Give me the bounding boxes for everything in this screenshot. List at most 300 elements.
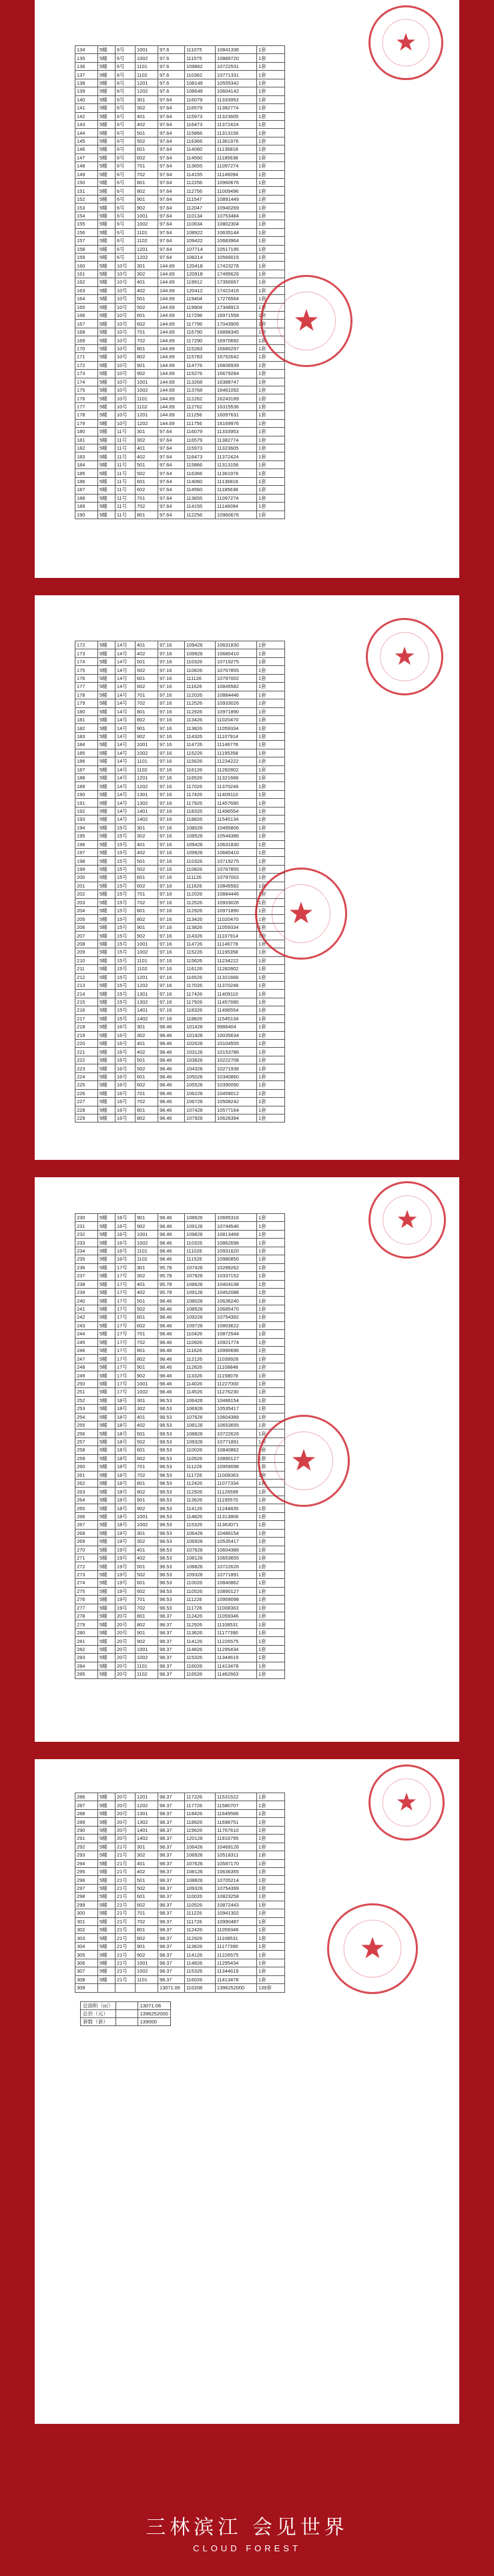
table-cell: 159 — [75, 253, 98, 261]
table-cell: 5幢 — [98, 948, 115, 956]
table-cell: 286 — [75, 1793, 98, 1801]
table-cell: 1套 — [257, 1488, 285, 1496]
summary-value: 1396252000 — [138, 2010, 170, 2018]
table-row — [75, 1628, 285, 1636]
table-cell: 801 — [136, 179, 158, 187]
table-cell: 117026 — [185, 981, 216, 989]
table-cell: 97.16 — [158, 865, 185, 873]
table-cell: 97.16 — [158, 932, 185, 940]
table-cell: 16752642 — [216, 353, 257, 361]
table-cell: 188 — [75, 494, 98, 502]
table-cell: 98.53 — [158, 1538, 185, 1546]
table-cell: 5幢 — [98, 1379, 115, 1387]
table-cell: 5幢 — [98, 1106, 115, 1114]
table-cell: 21号 — [115, 1909, 136, 1917]
table-cell: 901 — [136, 1628, 158, 1636]
price-list-page-1 — [35, 0, 459, 578]
table-cell: 901 — [136, 724, 158, 732]
table-cell: 144.69 — [158, 303, 185, 311]
table-cell: 9986404 — [216, 1023, 257, 1031]
table-cell: 5幢 — [98, 1637, 115, 1645]
table-cell: 5幢 — [98, 1429, 115, 1437]
table-cell: 117796 — [185, 320, 216, 328]
table-cell: 502 — [136, 1305, 158, 1313]
table-cell: 115973 — [185, 444, 216, 452]
table-cell: 108922 — [185, 228, 216, 236]
table-cell: 1套 — [257, 724, 285, 732]
table-cell: 15号 — [115, 948, 136, 956]
table-cell: 115226 — [185, 948, 216, 956]
table-cell: 116473 — [185, 120, 216, 128]
table-cell: 303 — [75, 1934, 98, 1942]
table-cell: 1001 — [136, 940, 158, 948]
table-row — [75, 1031, 285, 1039]
table-cell: 401 — [136, 112, 158, 120]
table-cell: 98.53 — [158, 1554, 185, 1562]
table-cell: 5幢 — [98, 765, 115, 773]
table-cell: 175 — [75, 386, 98, 394]
table-cell: 11号 — [115, 494, 136, 502]
table-cell: 98.37 — [158, 1975, 185, 1983]
table-cell: 11136818 — [216, 477, 257, 485]
table-cell: 17号 — [115, 1330, 136, 1338]
table-cell: 901 — [136, 1363, 158, 1371]
table-cell: 17号 — [115, 1363, 136, 1371]
table-cell: 1102 — [136, 71, 158, 79]
table-row — [75, 1214, 285, 1222]
table-cell: 10号 — [115, 303, 136, 311]
table-cell: 98.46 — [158, 1255, 185, 1263]
table-cell: 16898345 — [216, 328, 257, 336]
table-cell: 1套 — [257, 1239, 285, 1247]
table-cell: 11059346 — [216, 1926, 257, 1934]
table-cell: 97.16 — [158, 923, 185, 931]
table-cell: 5幢 — [98, 1330, 115, 1338]
table-cell: 98.37 — [158, 1843, 185, 1851]
table-cell: 1套 — [257, 1859, 285, 1867]
table-cell: 5幢 — [98, 981, 115, 989]
table-row — [75, 1222, 285, 1230]
table-cell: 97.16 — [158, 741, 185, 749]
table-row — [75, 1934, 285, 1942]
table-cell: 1套 — [257, 1072, 285, 1080]
table-cell: 139套 — [257, 1984, 285, 1992]
table-cell: 116366 — [185, 137, 216, 145]
table-cell: 5幢 — [98, 378, 115, 386]
table-cell: 98.53 — [158, 1504, 185, 1512]
table-cell: 5幢 — [98, 1098, 115, 1106]
table-cell: 5幢 — [98, 774, 115, 782]
table-cell: 11020470 — [216, 915, 257, 923]
table-cell: 702 — [136, 170, 158, 178]
table-cell: 10940269 — [216, 204, 257, 212]
table-cell: 211 — [75, 965, 98, 973]
table-cell: 1套 — [257, 1801, 285, 1809]
table-cell: 10577164 — [216, 1106, 257, 1114]
table-row — [75, 1023, 285, 1031]
table-cell: 19号 — [115, 1570, 136, 1578]
table-row — [75, 253, 285, 261]
table-cell: 98.46 — [158, 1363, 185, 1371]
table-cell: 144.69 — [158, 262, 185, 270]
table-cell: 144.69 — [158, 278, 185, 286]
table-cell: 111626 — [185, 1347, 216, 1355]
table-cell: 11323605 — [216, 112, 257, 120]
table-cell: 5幢 — [98, 1546, 115, 1554]
table-cell: 173 — [75, 370, 98, 378]
table-cell: 232 — [75, 1230, 98, 1238]
table-cell: 10653655 — [216, 1554, 257, 1562]
table-cell: 237 — [75, 1272, 98, 1280]
table-cell: 168 — [75, 328, 98, 336]
table-cell: 1套 — [257, 674, 285, 682]
table-cell: 1套 — [257, 1496, 285, 1504]
table-cell: 10990487 — [216, 1917, 257, 1925]
table-cell: 1套 — [257, 840, 285, 848]
table-cell: 6号 — [115, 112, 136, 120]
table-cell: 5幢 — [98, 1230, 115, 1238]
table-cell: 5幢 — [98, 195, 115, 203]
table-cell: 98.53 — [158, 1488, 185, 1496]
table-cell: 17号 — [115, 1305, 136, 1313]
table-cell: 11545134 — [216, 1014, 257, 1022]
table-cell: 11146778 — [216, 741, 257, 749]
table-row — [75, 1098, 285, 1106]
table-row — [75, 1437, 285, 1445]
table-cell: 16388747 — [216, 378, 257, 386]
table-cell: 109426 — [185, 641, 216, 649]
table-cell: 5幢 — [98, 228, 115, 236]
table-cell: 288 — [75, 1809, 98, 1817]
table-cell: 176 — [75, 394, 98, 402]
table-cell: 273 — [75, 1570, 98, 1578]
table-cell: 5幢 — [98, 1388, 115, 1396]
table-cell: 114026 — [185, 1379, 216, 1387]
table-cell: 10587170 — [216, 1859, 257, 1867]
table-row — [75, 1942, 285, 1950]
table-cell: 1套 — [257, 204, 285, 212]
table-cell: 11409110 — [216, 790, 257, 798]
table-cell: 5幢 — [98, 1512, 115, 1520]
table-cell: 5幢 — [98, 857, 115, 865]
table-cell: 17号 — [115, 1338, 136, 1346]
table-row — [75, 1280, 285, 1288]
table-cell: 144.69 — [158, 411, 185, 419]
table-cell: 188 — [75, 774, 98, 782]
table-cell: 11496554 — [216, 1006, 257, 1014]
table-cell: 97.16 — [158, 907, 185, 915]
table-cell: 5幢 — [98, 1859, 115, 1867]
table-cell: 1102 — [136, 765, 158, 773]
table-row — [75, 1313, 285, 1321]
table-cell: 120918 — [185, 270, 216, 278]
table-cell: 1套 — [257, 1429, 285, 1437]
table-cell: 270 — [75, 1546, 98, 1554]
table-cell: 21号 — [115, 1951, 136, 1959]
table-cell: 11097274 — [216, 162, 257, 170]
table-cell: 252 — [75, 1396, 98, 1404]
table-cell: 6号 — [115, 145, 136, 153]
table-cell: 401 — [136, 1859, 158, 1867]
table-row — [75, 1471, 285, 1479]
table-cell: 5幢 — [98, 303, 115, 311]
table-cell: 1套 — [257, 1579, 285, 1587]
table-cell: 20号 — [115, 1835, 136, 1843]
table-cell: 1套 — [257, 112, 285, 120]
table-cell: 5幢 — [98, 1951, 115, 1959]
table-cell: 1套 — [257, 336, 285, 344]
table-cell: 18号 — [115, 1512, 136, 1520]
table-cell: 161 — [75, 270, 98, 278]
table-cell: 15号 — [115, 898, 136, 906]
table-cell: 11234222 — [216, 956, 257, 964]
table-cell: 1201 — [136, 411, 158, 419]
table-cell: 112926 — [185, 907, 216, 915]
table-cell: 902 — [136, 732, 158, 740]
table-cell: 11333953 — [216, 95, 257, 103]
table-cell: 17350067 — [216, 278, 257, 286]
table-cell: 5幢 — [98, 179, 115, 187]
table-cell: 97.64 — [158, 212, 185, 220]
table-row — [75, 95, 285, 103]
table-cell: 5幢 — [98, 932, 115, 940]
table-cell: 601 — [136, 874, 158, 882]
table-row — [75, 1446, 285, 1454]
table-cell: 1套 — [257, 874, 285, 882]
table-cell: 502 — [136, 1570, 158, 1578]
table-cell: 11177390 — [216, 1628, 257, 1636]
table-cell: 901 — [136, 361, 158, 369]
table-cell: 178 — [75, 411, 98, 419]
table-row — [75, 320, 285, 328]
table-cell: 11059334 — [216, 724, 257, 732]
table-cell: 98.46 — [158, 1379, 185, 1387]
table-cell: 1102 — [136, 1255, 158, 1263]
table-cell: 11号 — [115, 511, 136, 519]
table-cell: 601 — [136, 312, 158, 320]
table-cell: 1套 — [257, 1562, 285, 1570]
table-cell: 97.16 — [158, 774, 185, 782]
table-cell: 21号 — [115, 1843, 136, 1851]
table-cell: 97.16 — [158, 649, 185, 657]
table-cell: 11545134 — [216, 816, 257, 824]
table-row — [75, 361, 285, 369]
table-cell: 1套 — [257, 394, 285, 402]
table-cell: 11号 — [115, 436, 136, 444]
table-cell: 109826 — [185, 1230, 216, 1238]
table-cell: 701 — [136, 328, 158, 336]
table-row — [75, 1554, 285, 1562]
table-cell: 1101 — [136, 228, 158, 236]
table-cell: 98.46 — [158, 1106, 185, 1114]
table-cell: 11580707 — [216, 1801, 257, 1809]
table-cell: 18号 — [115, 1504, 136, 1512]
table-cell: 10517195 — [216, 245, 257, 253]
table-cell: 1102 — [136, 965, 158, 973]
table-cell: 11361976 — [216, 137, 257, 145]
table-cell: 5幢 — [98, 62, 115, 70]
table-cell: 5幢 — [98, 940, 115, 948]
table-cell: 17号 — [115, 1379, 136, 1387]
table-cell: 11344619 — [216, 1654, 257, 1662]
table-cell: 10635144 — [216, 228, 257, 236]
table-cell: 101426 — [185, 1023, 216, 1031]
table-cell: 501 — [136, 1297, 158, 1305]
table-cell: 10719275 — [216, 657, 257, 665]
table-cell: 902 — [136, 1951, 158, 1959]
table-cell: 1套 — [257, 649, 285, 657]
table-cell: 114326 — [185, 732, 216, 740]
table-cell: 1202 — [136, 1801, 158, 1809]
table-cell: 1套 — [257, 452, 285, 460]
table-cell: 112426 — [185, 1480, 216, 1488]
table-cell: 98.37 — [158, 1818, 185, 1826]
table-cell: 15号 — [115, 907, 136, 915]
table-cell: 271 — [75, 1554, 98, 1562]
table-cell: 218 — [75, 1023, 98, 1031]
table-row — [75, 732, 285, 740]
table-cell: 98.46 — [158, 1114, 185, 1122]
table-cell: 110526 — [185, 1901, 216, 1909]
table-cell: 11531522 — [216, 1793, 257, 1801]
table-cell: 5幢 — [98, 286, 115, 294]
table-cell: 501 — [136, 1429, 158, 1437]
table-cell: 1套 — [257, 62, 285, 70]
footer-title: 三林滨江 会见世界 — [146, 2516, 348, 2539]
table-cell: 254 — [75, 1413, 98, 1421]
table-cell: 107714 — [185, 245, 216, 253]
table-cell: 502 — [136, 137, 158, 145]
table-cell: 5幢 — [98, 657, 115, 665]
table-cell: 98.53 — [158, 1471, 185, 1479]
table-cell: 97.16 — [158, 848, 185, 856]
table-cell: 98.46 — [158, 1338, 185, 1346]
table-row — [75, 907, 285, 915]
table-cell: 1套 — [257, 1263, 285, 1271]
table-cell: 1套 — [257, 444, 285, 452]
table-cell: 1套 — [257, 1826, 285, 1834]
table-cell: 112926 — [185, 1934, 216, 1942]
table-cell: 98.37 — [158, 1645, 185, 1653]
table-cell: 15号 — [115, 890, 136, 898]
table-cell: 1套 — [257, 1959, 285, 1967]
table-row — [75, 1321, 285, 1329]
table-cell: 10960676 — [216, 179, 257, 187]
table-row — [75, 965, 285, 973]
table-cell: 601 — [136, 477, 158, 485]
table-cell: 6号 — [115, 54, 136, 62]
table-cell: 108626 — [185, 1214, 216, 1222]
table-row — [75, 749, 285, 757]
table-cell: 140 — [75, 95, 98, 103]
table-row — [75, 1048, 285, 1056]
table-cell: 5幢 — [98, 394, 115, 402]
table-cell: 98.37 — [158, 1654, 185, 1662]
table-cell: 109426 — [185, 840, 216, 848]
table-cell: 701 — [136, 1463, 158, 1471]
table-cell: 97.64 — [158, 477, 185, 485]
table-cell: 401 — [136, 278, 158, 286]
table-cell: 97.16 — [158, 882, 185, 890]
table-cell: 10722531 — [216, 62, 257, 70]
table-cell: 1套 — [257, 1272, 285, 1280]
table-cell: 11号 — [115, 503, 136, 511]
table-cell: 106926 — [185, 1851, 216, 1859]
table-cell: 5幢 — [98, 1347, 115, 1355]
table-cell: 5幢 — [98, 270, 115, 278]
table-cell: 117290 — [185, 336, 216, 344]
table-row — [75, 1297, 285, 1305]
table-row — [75, 511, 285, 519]
table-cell: 1套 — [257, 1098, 285, 1106]
table-cell: 16号 — [115, 1089, 136, 1097]
table-row — [75, 87, 285, 95]
table-cell: 11097274 — [216, 494, 257, 502]
table-cell: 302 — [136, 436, 158, 444]
table-cell: 103126 — [185, 1048, 216, 1056]
table-cell: 19号 — [115, 1546, 136, 1554]
table-cell: 107426 — [185, 1106, 216, 1114]
table-cell: 10840862 — [216, 1579, 257, 1587]
table-cell: 5幢 — [98, 956, 115, 964]
table-cell: 106226 — [185, 1089, 216, 1097]
table-cell: 1套 — [257, 494, 285, 502]
table-cell: 601 — [136, 1893, 158, 1901]
table-row — [75, 691, 285, 699]
table-cell: 16号 — [115, 1106, 136, 1114]
table-cell: 117026 — [185, 782, 216, 790]
table-cell: 1套 — [257, 1006, 285, 1014]
table-cell: 109862 — [185, 62, 216, 70]
table-cell: 113426 — [185, 915, 216, 923]
table-cell: 112926 — [185, 1488, 216, 1496]
table-cell: 109422 — [185, 237, 216, 245]
table-cell: 501 — [136, 657, 158, 665]
table-cell: 1302 — [136, 998, 158, 1006]
table-cell: 110326 — [185, 657, 216, 665]
table-cell: 10683964 — [216, 237, 257, 245]
table-cell: 1套 — [257, 1023, 285, 1031]
table-cell: 14号 — [115, 699, 136, 707]
table-cell: 902 — [136, 1222, 158, 1230]
table-row — [75, 765, 285, 773]
table-cell: 17348913 — [216, 303, 257, 311]
table-row — [75, 54, 285, 62]
table-cell: 21号 — [115, 1942, 136, 1950]
table-cell: 5幢 — [98, 1280, 115, 1288]
table-cell: 1套 — [257, 699, 285, 707]
table-cell: 902 — [136, 204, 158, 212]
table-row — [75, 923, 285, 931]
table-cell: 5幢 — [98, 732, 115, 740]
table-cell: 167 — [75, 320, 98, 328]
table-cell: 1套 — [257, 990, 285, 998]
table-cell: 245 — [75, 1338, 98, 1346]
table-cell: 902 — [136, 932, 158, 940]
table-cell: 1套 — [257, 1379, 285, 1387]
table-cell: 11008363 — [216, 1471, 257, 1479]
table-cell: 98.53 — [158, 1463, 185, 1471]
table-cell: 21号 — [115, 1876, 136, 1884]
table-cell: 11号 — [115, 452, 136, 460]
table-cell: 111226 — [185, 1596, 216, 1604]
table-cell: 10号 — [115, 336, 136, 344]
table-cell: 301 — [136, 1023, 158, 1031]
table-cell: 601 — [136, 674, 158, 682]
table-cell: 10933026 — [216, 699, 257, 707]
table-cell: 114126 — [185, 1504, 216, 1512]
table-cell: 97.16 — [158, 998, 185, 1006]
